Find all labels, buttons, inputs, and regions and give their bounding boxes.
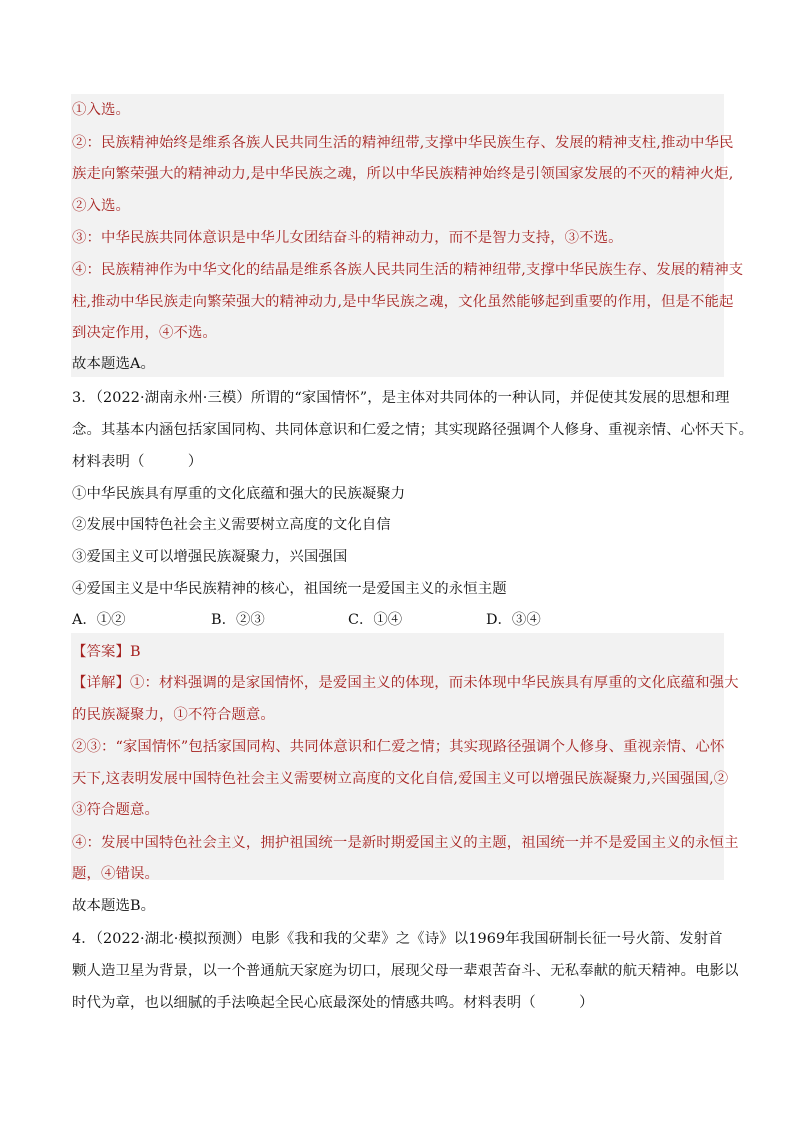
analysis-line: 族走向繁荣强大的精神动力,是中华民族之魂，所以中华民族精神始终是引领国家发展的不灭的精神火炬, xyxy=(72,166,734,182)
q3-analysis-line: 天下,这表明发展中国特色社会主义需要树立高度的文化自信,爱国主义可以增强民族凝聚力,兴国强国,② xyxy=(72,771,729,787)
q3-conclusion: 故本题选B。 xyxy=(72,898,156,914)
q3-analysis-line: 的民族凝聚力，①不符合题意。 xyxy=(72,707,275,723)
q3-statement: ①中华民族具有厚重的文化底蕴和强大的民族凝聚力 xyxy=(72,486,406,502)
q3-analysis-line: ②③：“家国情怀”包括家国同构、共同体意识和仁爱之情；其实现路径强调个人修身、重视亲情、心怀 xyxy=(72,739,725,755)
q4-stem-line: 4．（2022·湖北·模拟预测）电影《我和我的父辈》之《诗》以1969年我国研制长征一号火箭、发射首 xyxy=(72,931,723,947)
q3-option-c: C．①④ xyxy=(348,612,403,628)
q4-stem-line: 时代为章，也以细腻的手法唤起全民心底最深处的情感共鸣。材料表明（ ） xyxy=(72,995,594,1011)
analysis-line: ②入选。 xyxy=(72,198,130,214)
q3-analysis-line: 题，④错误。 xyxy=(72,866,159,882)
analysis-line: ③：中华民族共同体意识是中华儿女团结奋斗的精神动力，而不是智力支持，③不选。 xyxy=(72,230,623,246)
q4-stem-line: 颗人造卫星为背景，以一个普通航天家庭为切口，展现父母一辈艰苦奋斗、无私奉献的航天精神。电影以 xyxy=(72,963,739,979)
q3-stem-line: 材料表明（ ） xyxy=(72,454,203,470)
q3-statement: ②发展中国特色社会主义需要树立高度的文化自信 xyxy=(72,517,391,533)
q3-analysis-line: ④：发展中国特色社会主义，拥护祖国统一是新时期爱国主义的主题，祖国统一并不是爱国主义的永恒主 xyxy=(72,835,739,851)
analysis-line: 到决定作用，④不选。 xyxy=(72,325,217,341)
analysis-line: ④：民族精神作为中华文化的结晶是维系各族人民共同生活的精神纽带,支撑中华民族生存、发展的精神支 xyxy=(72,262,744,278)
q2-conclusion: 故本题选A。 xyxy=(72,356,155,372)
q3-option-a: A．①② xyxy=(72,612,126,628)
analysis-line: ①入选。 xyxy=(72,102,130,118)
q3-statement: ③爱国主义可以增强民族凝聚力，兴国强国 xyxy=(72,549,348,565)
q3-option-d: D．③④ xyxy=(486,612,541,628)
q3-answer: 【答案】B xyxy=(72,644,141,660)
analysis-line: ②：民族精神始终是维系各族人民共同生活的精神纽带,支撑中华民族生存、发展的精神支柱,推动中华民 xyxy=(72,135,734,151)
q3-option-b: B．②③ xyxy=(211,612,265,628)
q3-analysis-line: ③符合题意。 xyxy=(72,802,159,818)
analysis-line: 柱,推动中华民族走向繁荣强大的精神动力,是中华民族之魂，文化虽然能够起到重要的作用，但是不能起 xyxy=(72,294,734,310)
q3-stem-line: 3．（2022·湖南永州·三模）所谓的“家国情怀”，是主体对共同体的一种认同，并促使其发展的思想和理 xyxy=(72,390,730,406)
q3-statement: ④爱国主义是中华民族精神的核心，祖国统一是爱国主义的永恒主题 xyxy=(72,581,507,597)
q3-analysis-line: 【详解】①：材料强调的是家国情怀，是爱国主义的体现，而未体现中华民族具有厚重的文化底蕴和强大 xyxy=(72,675,739,691)
q3-stem-line: 念。其基本内涵包括家国同构、共同体意识和仁爱之情；其实现路径强调个人修身、重视亲情、心怀天下。 xyxy=(72,422,754,438)
